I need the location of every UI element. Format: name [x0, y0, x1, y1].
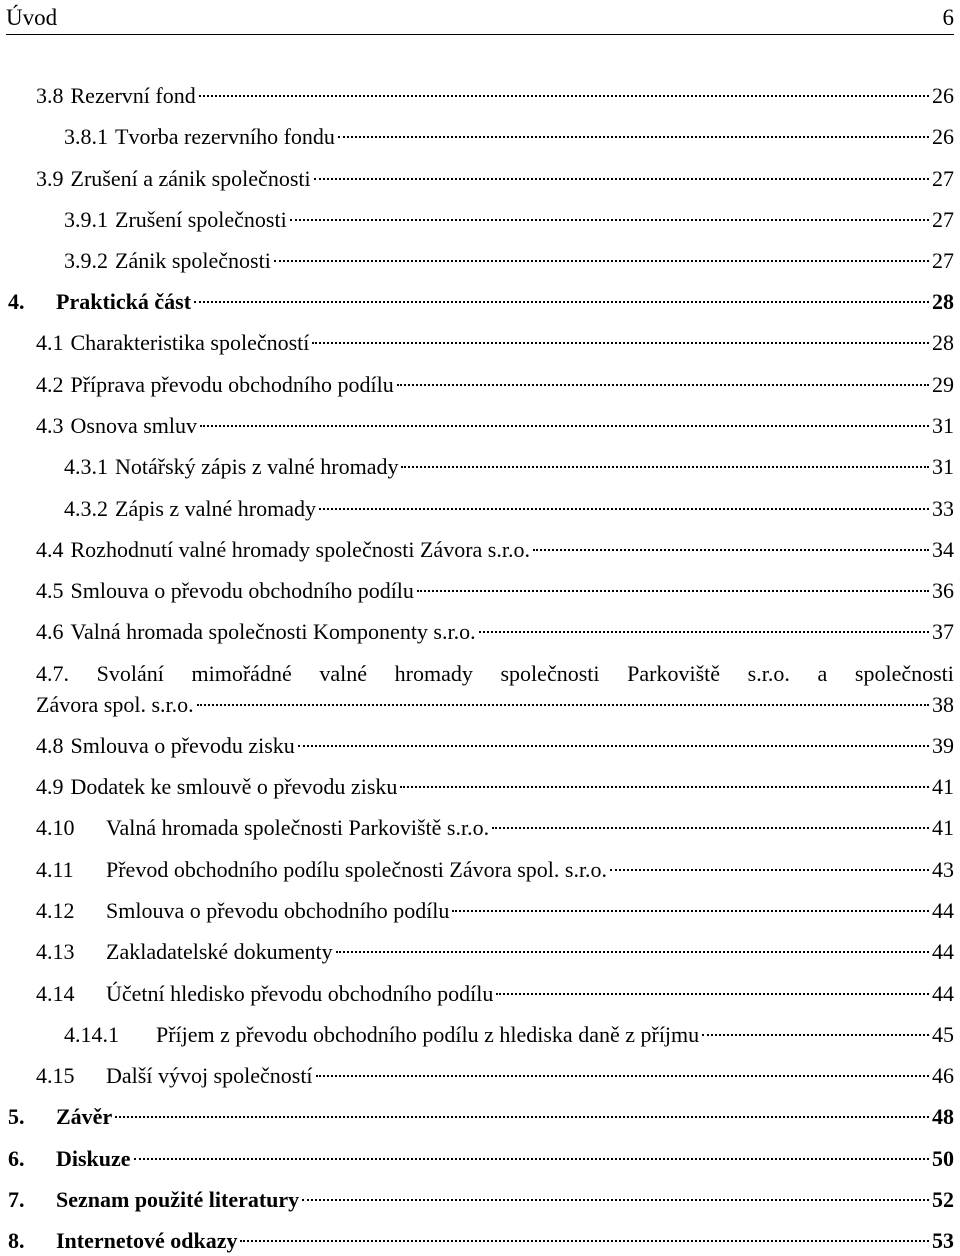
toc-entry-4-2[interactable] [36, 371, 954, 399]
toc-page: 26 [932, 124, 954, 149]
toc-page: 37 [932, 619, 954, 644]
dot-leader [274, 260, 929, 262]
toc-number: 4.3.2 [64, 496, 108, 521]
toc-title-word: Parkoviště [627, 661, 721, 686]
toc-title: Osnova smluv [70, 413, 197, 438]
toc-page: 33 [932, 496, 954, 521]
toc-entry-4-3-1[interactable] [64, 453, 954, 481]
header-chapter-title: Úvod [6, 5, 58, 30]
toc-number: 3.9.1 [64, 207, 108, 232]
toc-page: 31 [932, 413, 954, 438]
toc-number: 4. [8, 289, 25, 314]
toc-title-continuation: Závora spol. s.r.o. [36, 692, 194, 717]
toc-title: Účetní hledisko převodu obchodního podílu [106, 981, 494, 1006]
toc-title-word: společnosti [854, 661, 954, 686]
toc-number: 4.10 [36, 815, 75, 840]
dot-leader [479, 631, 929, 633]
toc-entry-4[interactable] [8, 288, 954, 316]
toc-number: 4.11 [36, 857, 74, 882]
dot-leader [314, 178, 929, 180]
toc-page: 26 [932, 83, 954, 108]
toc-number: 4.9 [36, 774, 64, 799]
toc-title-word: mimořádné [191, 661, 292, 686]
toc-number: 4.3 [36, 413, 64, 438]
dot-leader [316, 1075, 929, 1077]
toc-title: Notářský zápis z valné hromady [115, 454, 399, 479]
toc-title: Valná hromada společnosti Parkoviště s.r.o. [106, 815, 490, 840]
toc-page: 27 [932, 248, 954, 273]
toc-number: 3.9 [36, 166, 64, 191]
toc-number: 4.14 [36, 981, 75, 1006]
dot-leader [417, 590, 929, 592]
toc-page: 50 [932, 1146, 954, 1171]
toc-number: 4.3.1 [64, 454, 108, 479]
toc-title: Zrušení společnosti [115, 207, 287, 232]
toc-page: 28 [932, 289, 954, 314]
toc-entry-4-3-2[interactable] [64, 495, 954, 523]
dot-leader [199, 95, 929, 97]
toc-entry-4-5[interactable] [36, 577, 954, 605]
dot-leader [496, 993, 929, 995]
toc-entry-8[interactable] [8, 1227, 954, 1255]
toc-number: 4.7. [36, 661, 69, 686]
toc-entry-4-7-line1[interactable] [36, 660, 954, 688]
toc-entry-4-14-1[interactable] [64, 1021, 954, 1049]
toc-title: Tvorba rezervního fondu [115, 124, 335, 149]
toc-title: Zánik společnosti [115, 248, 271, 273]
toc-number: 4.14.1 [64, 1022, 119, 1047]
toc-entry-4-13[interactable] [36, 938, 954, 966]
toc-number: 6. [8, 1146, 25, 1171]
dot-leader [200, 425, 929, 427]
toc-title: Závěr [56, 1104, 113, 1129]
toc-entry-5[interactable] [8, 1103, 954, 1131]
toc-page: 36 [932, 578, 954, 603]
toc-entry-4-15[interactable] [36, 1062, 954, 1090]
dot-leader [401, 466, 929, 468]
toc-entry-6[interactable] [8, 1145, 954, 1173]
dot-leader [290, 219, 929, 221]
toc-title-word: společnosti [500, 661, 600, 686]
toc-entry-4-12[interactable] [36, 897, 954, 925]
toc-title: Smlouva o převodu zisku [70, 733, 295, 758]
toc-page: 46 [932, 1063, 954, 1088]
dot-leader [319, 508, 929, 510]
dot-leader [452, 910, 929, 912]
toc-entry-4-11[interactable] [36, 856, 954, 884]
toc-title: Dodatek ke smlouvě o převodu zisku [70, 774, 398, 799]
dot-leader [492, 827, 929, 829]
toc-entry-3-9-1[interactable] [64, 206, 954, 234]
toc-title: Příprava převodu obchodního podílu [70, 372, 394, 397]
toc-title: Zakladatelské dokumenty [106, 939, 333, 964]
dot-leader [610, 869, 929, 871]
dot-leader [302, 1199, 929, 1201]
toc-title: Příjem z převodu obchodního podílu z hlediska daně z příjmu [156, 1022, 700, 1047]
dot-leader [397, 384, 929, 386]
toc-title: Valná hromada společnosti Komponenty s.r.o. [70, 619, 476, 644]
toc-title: Seznam použité literatury [56, 1187, 300, 1212]
toc-title: Smlouva o převodu obchodního podílu [106, 898, 450, 923]
dot-leader [312, 342, 929, 344]
toc-page: 43 [932, 857, 954, 882]
toc-page: 53 [932, 1228, 954, 1253]
toc-entry-4-6[interactable] [36, 618, 954, 646]
toc-title: Rozhodnutí valné hromady společnosti Závora s.r.o. [70, 537, 530, 562]
toc-entry-4-8[interactable] [36, 732, 954, 760]
toc-number: 5. [8, 1104, 25, 1129]
toc-title-word: hromady [394, 661, 473, 686]
toc-number: 4.15 [36, 1063, 75, 1088]
toc-entry-4-4[interactable] [36, 536, 954, 564]
dot-leader [702, 1034, 929, 1036]
toc-entry-4-9[interactable] [36, 773, 954, 801]
dot-leader [336, 951, 929, 953]
toc-number: 3.8 [36, 83, 64, 108]
toc-page: 44 [932, 939, 954, 964]
toc-entry-3-8-1[interactable] [64, 123, 954, 151]
toc-title-word: a [817, 661, 828, 686]
toc-title: Další vývoj společností [106, 1063, 313, 1088]
toc-number: 4.1 [36, 330, 64, 355]
toc-page: 39 [932, 733, 954, 758]
toc-title: Praktická část [56, 289, 192, 314]
toc-title-word: Svolání [96, 661, 164, 686]
toc-page: 27 [932, 207, 954, 232]
dot-leader [298, 745, 929, 747]
toc-page: 44 [932, 981, 954, 1006]
toc-entry-4-10[interactable] [36, 814, 954, 842]
toc-number: 3.9.2 [64, 248, 108, 273]
toc-number: 4.6 [36, 619, 64, 644]
toc-entry-4-7-line2[interactable] [36, 691, 954, 719]
toc-title: Internetové odkazy [56, 1228, 238, 1253]
toc-entry-7[interactable] [8, 1186, 954, 1214]
toc-entry-3-9-2[interactable] [64, 247, 954, 275]
toc-page: 45 [932, 1022, 954, 1047]
dot-leader [134, 1158, 929, 1160]
toc-title: Zápis z valné hromady [115, 496, 316, 521]
toc-page: 52 [932, 1187, 954, 1212]
dot-leader [338, 136, 929, 138]
dot-leader [197, 704, 929, 706]
toc-page: 38 [932, 692, 954, 717]
toc-entry-4-3[interactable] [36, 412, 954, 440]
toc-page: 29 [932, 372, 954, 397]
toc-title-word: s.r.o. [747, 661, 790, 686]
toc-page: 28 [932, 330, 954, 355]
toc-page: 44 [932, 898, 954, 923]
toc-number: 4.12 [36, 898, 75, 923]
toc-number: 7. [8, 1187, 25, 1212]
header-page-number: 6 [942, 5, 954, 30]
toc-entry-4-1[interactable] [36, 329, 954, 357]
toc-entry-4-14[interactable] [36, 980, 954, 1008]
toc-number: 4.5 [36, 578, 64, 603]
toc-number: 4.8 [36, 733, 64, 758]
toc-page: 27 [932, 166, 954, 191]
dot-leader [240, 1240, 929, 1242]
toc-page: 34 [932, 537, 954, 562]
toc-title: Zrušení a zánik společnosti [70, 166, 311, 191]
toc-title: Diskuze [56, 1146, 131, 1171]
toc-title: Charakteristika společností [70, 330, 310, 355]
toc-page: 48 [932, 1104, 954, 1129]
toc-number: 3.8.1 [64, 124, 108, 149]
dot-leader [194, 301, 929, 303]
toc-number: 8. [8, 1228, 25, 1253]
toc-page: 41 [932, 815, 954, 840]
dot-leader [400, 786, 929, 788]
toc-title-word: valné [319, 661, 368, 686]
toc-number: 4.2 [36, 372, 64, 397]
toc-number: 4.4 [36, 537, 64, 562]
toc-title: Rezervní fond [70, 83, 196, 108]
toc-page: 31 [932, 454, 954, 479]
toc-entry-3-8[interactable] [36, 82, 954, 110]
toc-page: 41 [932, 774, 954, 799]
dot-leader [533, 549, 929, 551]
toc-title: Smlouva o převodu obchodního podílu [70, 578, 414, 603]
toc-number: 4.13 [36, 939, 75, 964]
toc-entry-3-9[interactable] [36, 165, 954, 193]
toc-title: Převod obchodního podílu společnosti Závora spol. s.r.o. [106, 857, 608, 882]
dot-leader [115, 1116, 929, 1118]
